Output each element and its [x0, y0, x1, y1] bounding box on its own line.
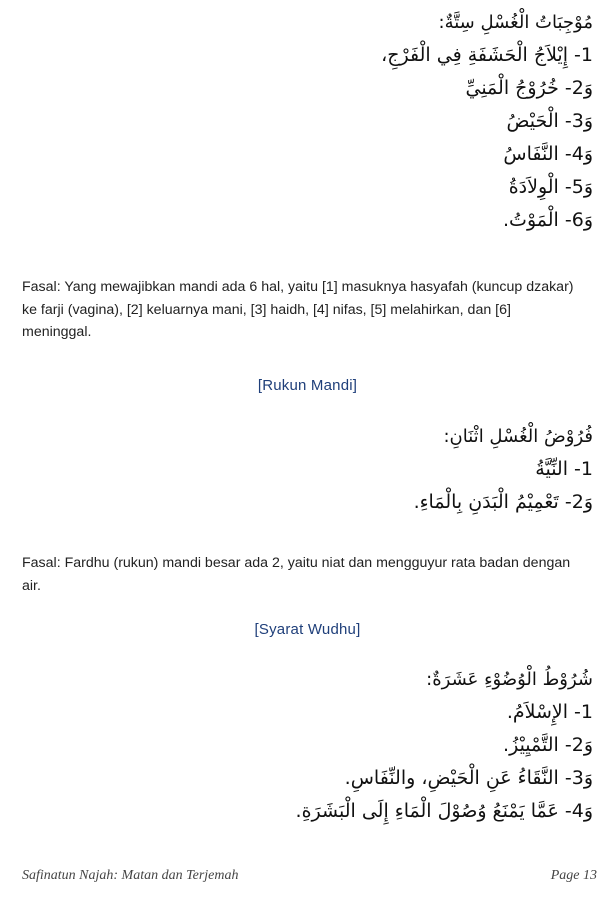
mandi-wajib-item-2: وَ2- خُرُوْجُ الْمَنِيِّ: [465, 77, 593, 99]
rukun-mandi-item-2: وَ2- تَعْمِيْمُ الْبَدَنِ بِالْمَاءِ.: [413, 491, 593, 513]
mandi-wajib-item-3: وَ3- الْحَيْضُ: [506, 110, 593, 132]
mandi-wajib-heading: مُوْجِبَاتُ الْغُسْلِ سِتَّةٌ:: [438, 12, 593, 33]
syarat-wudhu-item-2: وَ2- التَّمْيِيْزُ.: [503, 734, 593, 756]
syarat-wudhu-item-1: 1- الإِسْلاَمُ.: [506, 701, 593, 723]
mandi-wajib-translation: Fasal: Yang mewajibkan mandi ada 6 hal, yaitu [1] masuknya hasyafah (kuncup dzakar) ke farji (vagina), [2] keluarnya mani, [3] haidh, [4] nifas, [5] melahirkan, dan [6] meninggal.: [22, 279, 574, 340]
mandi-wajib-item-4: وَ4- النَّفَاسُ: [503, 143, 593, 165]
syarat-wudhu-item-4: وَ4- عَمَّا يَمْنَعُ وُصُوْلَ الْمَاءِ إِلَى الْبَشَرَةِ.: [295, 800, 593, 822]
syarat-wudhu-heading: شُرُوْطُ الْوُضُوْءِ عَشَرَةٌ:: [426, 669, 593, 690]
footer-page-number: Page 13: [550, 868, 597, 883]
footer-book-title: Safinatun Najah: Matan dan Terjemah: [22, 868, 239, 883]
syarat-wudhu-arabic: [296, 663, 593, 828]
rukun-mandi-heading: فُرُوْضُ الْغُسْلِ اثْنَانِ:: [443, 426, 593, 447]
rukun-mandi-translation: Fasal: Fardhu (rukun) mandi besar ada 2, yaitu niat dan mengguyur rata badan dengan air.: [22, 555, 571, 594]
mandi-wajib-item-6: وَ6- الْمَوْتُ.: [503, 209, 593, 231]
rukun-mandi-arabic: [414, 420, 593, 519]
rukun-mandi-item-1: 1- النِّيَّةُ: [535, 458, 593, 480]
mandi-wajib-item-1: 1- إِيْلاَجُ الْحَشَفَةِ فِي الْفَرْجِ،: [381, 44, 593, 66]
rukun-mandi-title: [Rukun Mandi]: [257, 377, 358, 394]
syarat-wudhu-title: [Syarat Wudhu]: [254, 621, 361, 638]
syarat-wudhu-item-3: وَ3- النَّقَاءُ عَنِ الْحَيْضِ، والنِّفَاسِ.: [344, 767, 593, 789]
mandi-wajib-arabic: [381, 6, 593, 237]
mandi-wajib-item-5: وَ5- الْوِلاَدَةُ: [508, 176, 593, 198]
